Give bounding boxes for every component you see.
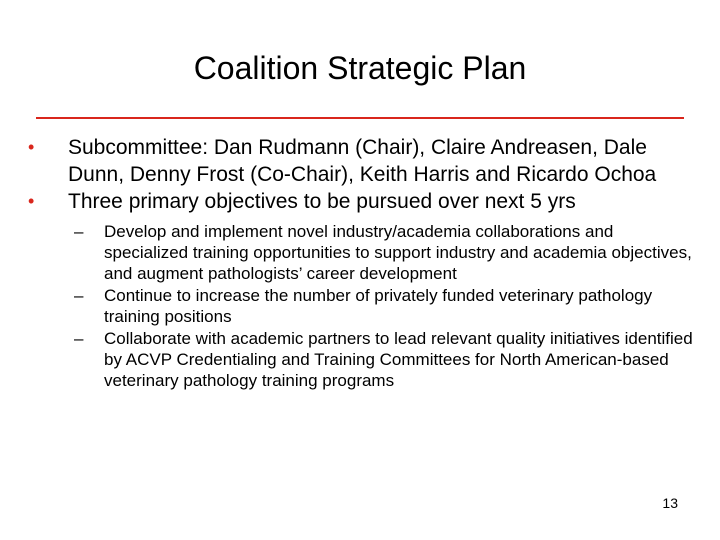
bullet-text: Subcommittee: Dan Rudmann (Chair), Claire Andreasen, Dale Dunn, Denny Frost (Co-Chair), Keith Harris and Ricardo Ochoa [68, 136, 657, 186]
bullet-item-subcommittee [28, 134, 708, 188]
sub-bullet-text: Develop and implement novel industry/academia collaborations and specialized training opportunities to support industry and academia objectives, and augment pathologists’ career development [104, 222, 692, 283]
sub-bullet-text: Continue to increase the number of privately funded veterinary pathology training positions [104, 286, 653, 326]
bullet-list [28, 134, 708, 392]
dash-marker-icon: – [74, 222, 84, 241]
sub-bullet-item-collaborations [74, 221, 694, 284]
sub-bullet-item-quality-initiatives [74, 328, 694, 391]
title-divider [36, 117, 684, 119]
dash-marker-icon: – [74, 329, 84, 348]
dash-marker-icon: – [74, 286, 84, 305]
sub-bullet-item-training-positions [74, 285, 694, 327]
bullet-marker-icon: • [28, 191, 35, 211]
slide-title: Coalition Strategic Plan [193, 50, 527, 86]
sub-bullet-text: Collaborate with academic partners to lead relevant quality initiatives identified by ACVP Credentialing and Training Committees for North American-based veterinary pathology training programs [104, 329, 693, 390]
bullet-marker-icon: • [28, 137, 35, 157]
page-number: 13 [662, 495, 678, 511]
bullet-item-objectives [28, 188, 708, 215]
sub-bullet-list [74, 221, 694, 391]
bullet-text: Three primary objectives to be pursued over next 5 yrs [68, 190, 576, 213]
